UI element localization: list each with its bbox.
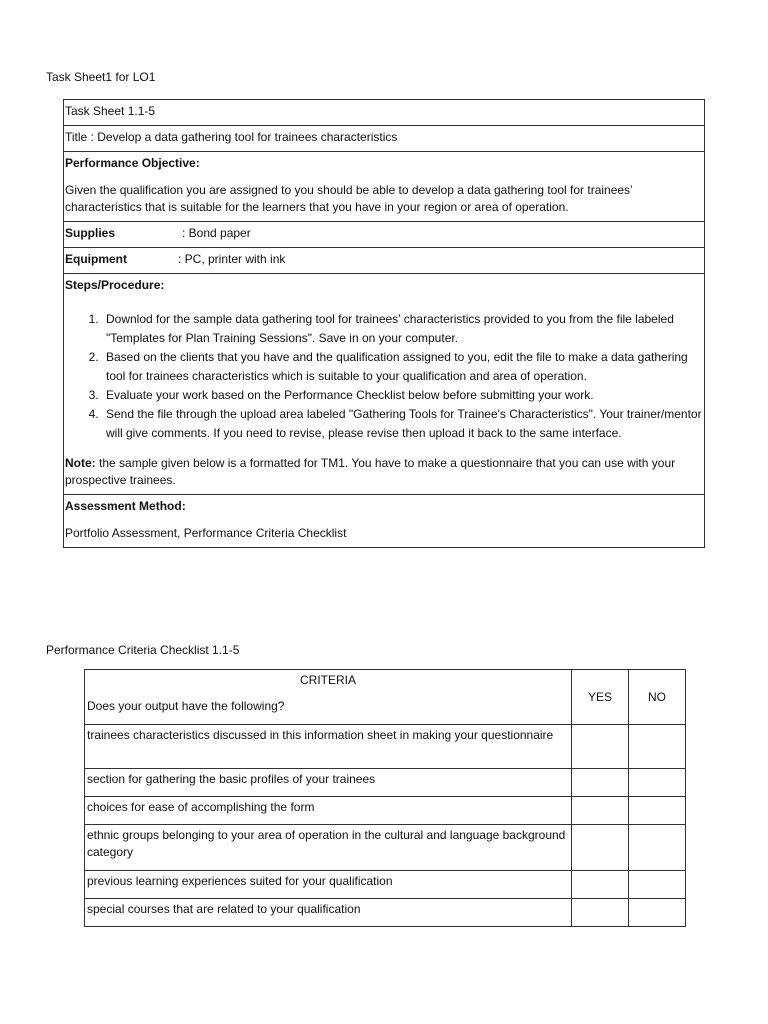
criterion-text: special courses that are related to your qualification — [85, 899, 572, 927]
steps-label: Steps/Procedure: — [65, 278, 165, 292]
table-row — [85, 825, 686, 871]
steps-list — [65, 310, 703, 443]
task-title: Title : Develop a data gathering tool for trainees characteristics — [65, 130, 398, 144]
equipment-label: Equipment — [65, 252, 127, 266]
table-row — [85, 769, 686, 797]
criterion-text: previous learning experiences suited for your qualification — [85, 871, 572, 899]
checklist-header-row — [85, 670, 686, 725]
yes-cell[interactable] — [572, 825, 629, 871]
criterion-text: section for gathering the basic profiles of your trainees — [85, 769, 572, 797]
task-title-row — [64, 126, 704, 152]
note-label: Note: — [65, 456, 96, 470]
page-heading: Task Sheet1 for LO1 — [46, 70, 156, 84]
no-cell[interactable] — [629, 899, 686, 927]
performance-objective-row — [64, 152, 704, 222]
yes-cell[interactable] — [572, 769, 629, 797]
step-item: 4. Send the file through the upload area labeled "Gathering Tools for Trainee's Characteristics". Your trainer/mentor will give comments. If you need to revise, please revise then upload it back to the same interface. — [102, 405, 703, 443]
table-row — [85, 797, 686, 825]
supplies-row — [64, 222, 704, 248]
table-row — [85, 725, 686, 769]
no-header: NO — [629, 670, 686, 725]
step-item: 3. Evaluate your work based on the Performance Checklist below before submitting your work. — [102, 386, 703, 405]
equipment-value: : PC, printer with ink — [178, 252, 286, 266]
yes-cell[interactable] — [572, 899, 629, 927]
table-row — [85, 899, 686, 927]
step-item: 2. Based on the clients that you have and the qualification assigned to you, edit the file to make a data gathering tool for trainees characteristics which is suitable to your qualification and area of operation. — [102, 348, 703, 386]
step-item: 1. Downlod for the sample data gathering tool for trainees’ characteristics provided to you from the file labeled "Templates for Plan Training Sessions". Save in on your computer. — [102, 310, 703, 348]
criteria-question: Does your output have the following? — [87, 699, 285, 713]
criterion-text: choices for ease of accomplishing the form — [85, 797, 572, 825]
criterion-text: trainees characteristics discussed in this information sheet in making your questionnaire — [85, 725, 572, 769]
no-cell[interactable] — [629, 797, 686, 825]
checklist-heading: Performance Criteria Checklist 1.1-5 — [46, 643, 240, 657]
supplies-value: : Bond paper — [182, 226, 251, 240]
yes-cell[interactable] — [572, 725, 629, 769]
note-text: the sample given below is a formatted for TM1. You have to make a questionnaire that you can use with your prospective trainees. — [65, 456, 676, 487]
task-sheet-number: Task Sheet 1.1-5 — [65, 104, 156, 118]
criteria-header-cell — [85, 670, 572, 725]
equipment-row — [64, 248, 704, 274]
steps-row — [64, 274, 704, 495]
checklist-table — [84, 669, 686, 927]
no-cell[interactable] — [629, 725, 686, 769]
yes-cell[interactable] — [572, 871, 629, 899]
task-sheet-box — [63, 99, 705, 548]
assessment-label: Assessment Method: — [65, 499, 186, 513]
criterion-text: ethnic groups belonging to your area of operation in the cultural and language background category — [85, 825, 572, 871]
criteria-title: CRITERIA — [299, 673, 356, 687]
task-sheet-number-row — [64, 100, 704, 126]
note-paragraph — [65, 455, 703, 489]
assessment-text: Portfolio Assessment, Performance Criteria Checklist — [65, 526, 347, 540]
yes-cell[interactable] — [572, 797, 629, 825]
no-cell[interactable] — [629, 769, 686, 797]
no-cell[interactable] — [629, 871, 686, 899]
no-cell[interactable] — [629, 825, 686, 871]
yes-header: YES — [572, 670, 629, 725]
table-row — [85, 871, 686, 899]
performance-objective-label: Performance Objective: — [65, 156, 200, 170]
supplies-label: Supplies — [65, 226, 116, 240]
assessment-row — [64, 495, 704, 547]
performance-objective-text: Given the qualification you are assigned to you should be able to develop a data gathering tool for trainees’ characteristics that is suitable for the learners that you have in your region or area of operation. — [65, 183, 633, 214]
